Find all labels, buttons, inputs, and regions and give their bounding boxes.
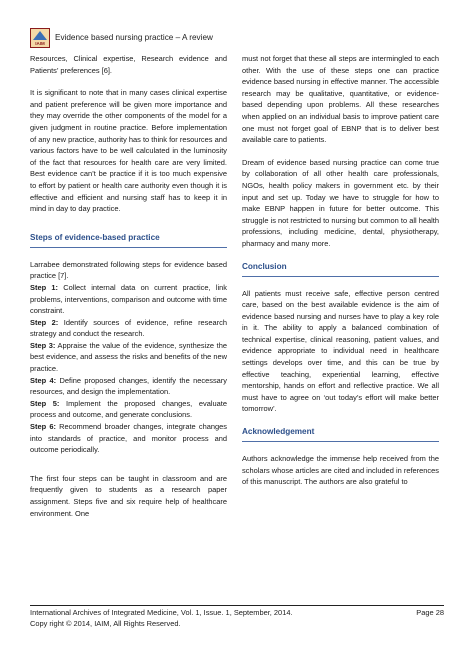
paragraph: Dream of evidence based nursing practice can come true by collaboration of all other health care professionals, NGOs, health policy makers in government etc. by their input and set up. Today we have to struggle for how to make EBNP happen in future for better outcome. This struggle is not restricted to nursing but common to all health professions, including medicine, dental, physiotherapy, pharmacy and many more. (242, 157, 439, 248)
paragraph: Resources, Clinical expertise, Research evidence and Patients’ preferences [6]. (30, 54, 227, 75)
article-body (30, 53, 444, 605)
step-item (30, 375, 227, 398)
step-text: Identify sources of evidence, refine research strategy and conduct the research. (30, 317, 227, 339)
page-number: Page 28 (416, 608, 444, 617)
step-label: Step 3: (30, 340, 56, 350)
step-label: Step 5: (30, 398, 60, 408)
running-title: Evidence based nursing practice – A review (55, 33, 213, 42)
step-label: Step 1: (30, 282, 58, 292)
step-text: Appraise the value of the evidence, synthesize the best evidence, and assess the risks and benefits of the new practice. (30, 340, 227, 374)
step-text: Recommend broader changes, integrate changes into standards of practice, and monitor process and outcome periodically. (30, 422, 227, 455)
step-item (30, 282, 227, 317)
step-item (30, 398, 227, 421)
footer-divider (30, 605, 444, 606)
page-header (30, 28, 444, 50)
section-heading-conclusion: Conclusion (242, 261, 439, 277)
step-text: Collect internal data on current practice, link problems, interventions, comparison and outcome with time constraint. (30, 282, 227, 316)
step-item (30, 317, 227, 340)
step-item (30, 340, 227, 375)
step-label: Step 6: (30, 422, 56, 432)
copyright: Copy right © 2014, IAIM, All Rights Reserved. (30, 618, 181, 628)
paragraph: It is significant to note that in many cases clinical expertise and patient preference will be given more importance and they may override the other components of the model for a given judgment in routine practice. Before implementation of any new practice, authority has to think for resources and various factors have to be well calculated in the luminosity of the fact that resources for health care are very limited. Best evidence can’t be practice if it is too much expensive to effort by patient or health care authority even though it is effective and efficient and nursing staff has to keep it in mind in day to day practice. (30, 88, 227, 214)
paragraph: The first four steps can be taught in classroom and are frequently given to students as a research paper assignment. Steps five and six require help of healthcare environment. One (30, 473, 227, 518)
right-column (242, 53, 439, 605)
logo-text: IAIM (35, 41, 45, 46)
paragraph: All patients must receive safe, effective person centred care, based on the best available evidence is the aim of evidence based nursing and nurses have to play a key role in it. The ability to apply a balanced combination of technical expertise, clinical reasoning, patient values, and evidence appropriate to individual need in healthcare settings develops over time, and this can be true by effective teaching, experiential learning, effective mentorship, hands on effort and reflective practice. We all must have to agree on ‘out today’s effort will make better tomorrow’. (242, 288, 439, 414)
step-label: Step 4: (30, 375, 57, 385)
paragraph: Larrabee demonstrated following steps for evidence based practice [7]. (30, 259, 227, 281)
step-text: Implement the proposed changes, evaluate process and outcome, and generate conclusions. (30, 398, 227, 420)
logo-emblem-icon (33, 31, 47, 40)
footer-citation-line (30, 608, 444, 619)
journal-logo (30, 28, 50, 48)
step-text: Define proposed changes, identify the necessary resources, and design the implementation. (30, 375, 227, 397)
page-footer (30, 605, 444, 629)
section-heading-acknowledgement: Acknowledgement (242, 426, 439, 442)
step-item (30, 421, 227, 456)
step-label: Step 2: (30, 317, 59, 327)
paragraph: must not forget that these all steps are intermingled to each other. With the use of these steps one can practice evidence based nursing in effective manner. The accessible research may be qualitative, quantitative, or evidence-based depending upon problems. All these researches when applied on an individual basis to improve patient care one must not forget goal of EBNP that is to deliver best available care to patients. (242, 54, 439, 145)
section-heading-steps: Steps of evidence-based practice (30, 232, 227, 248)
left-column (30, 53, 227, 605)
journal-citation: International Archives of Integrated Medicine, Vol. 1, Issue. 1, September, 2014. (30, 608, 293, 617)
paragraph: Authors acknowledge the immense help received from the scholars whose articles are cited and included in references of this manuscript. The authors are also grateful to (242, 454, 439, 487)
